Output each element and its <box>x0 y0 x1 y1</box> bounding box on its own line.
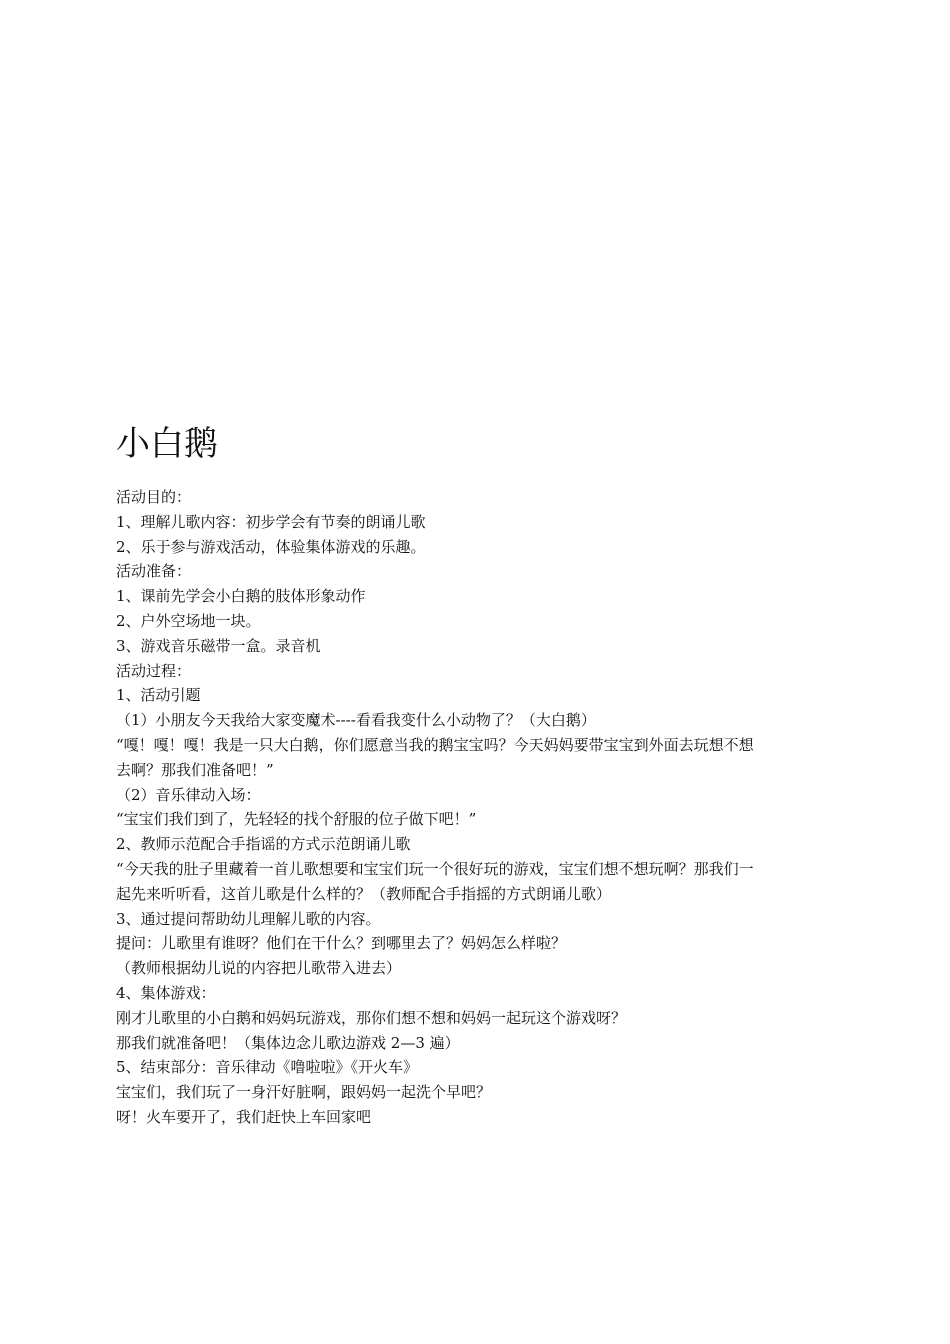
text-line: 活动准备： <box>116 562 192 581</box>
text-line: （1）小朋友今天我给大家变魔术----看看我变什么小动物了？（大白鹅） <box>116 711 596 730</box>
text-line: 2、教师示范配合手指谣的方式示范朗诵儿歌 <box>116 835 411 854</box>
text-line: 2、乐于参与游戏活动，体验集体游戏的乐趣。 <box>116 537 426 556</box>
text-line: 5、结束部分：音乐律动《噜啦啦》《开火车》 <box>116 1058 419 1077</box>
text-line: 3、游戏音乐磁带一盒。录音机 <box>116 636 321 655</box>
text-line: 1、课前先学会小白鹅的肢体形象动作 <box>116 587 366 606</box>
text-line: 那我们就准备吧！（集体边念儿歌边游戏 2—3 遍） <box>116 1033 460 1052</box>
text-line: （2）音乐律动入场： <box>116 785 261 804</box>
text-line: “嘎！嘎！嘎！我是一只大白鹅，你们愿意当我的鹅宝宝吗？今天妈妈要带宝宝到外面去玩想不想 <box>116 735 754 754</box>
text-line: “今天我的肚子里藏着一首儿歌想要和宝宝们玩一个很好玩的游戏，宝宝们想不想玩啊？那我们一 <box>116 859 754 878</box>
text-line: 1、活动引题 <box>116 686 201 705</box>
text-line: 提问：儿歌里有谁呀？他们在干什么？到哪里去了？妈妈怎么样啦？ <box>116 934 567 953</box>
text-line: 1、理解儿歌内容：初步学会有节奏的朗诵儿歌 <box>116 512 426 531</box>
text-line: 去啊？那我们准备吧！” <box>116 760 274 779</box>
text-line: 起先来听听看，这首儿歌是什么样的？（教师配合手指摇的方式朗诵儿歌） <box>116 884 612 903</box>
text-line: （教师根据幼儿说的内容把儿歌带入进去） <box>116 959 402 978</box>
text-line: 2、户外空场地一块。 <box>116 611 261 630</box>
text-line: 活动目的： <box>116 488 192 506</box>
text-line: “宝宝们我们到了，先轻轻的找个舒服的位子做下吧！” <box>116 810 477 829</box>
text-line: 刚才儿歌里的小白鹅和妈妈玩游戏，那你们想不想和妈妈一起玩这个游戏呀？ <box>116 1008 627 1027</box>
document-title: 小白鹅 <box>116 424 218 464</box>
text-line: 呀！火车要开了，我们赶快上车回家吧 <box>116 1107 372 1126</box>
text-line: 3、通过提问帮助幼儿理解儿歌的内容。 <box>116 909 381 928</box>
text-line: 4、集体游戏： <box>116 983 216 1002</box>
text-line: 活动过程： <box>116 661 192 680</box>
text-line: 宝宝们，我们玩了一身汗好脏啊，跟妈妈一起洗个早吧？ <box>116 1083 492 1102</box>
document-body <box>116 485 846 1130</box>
